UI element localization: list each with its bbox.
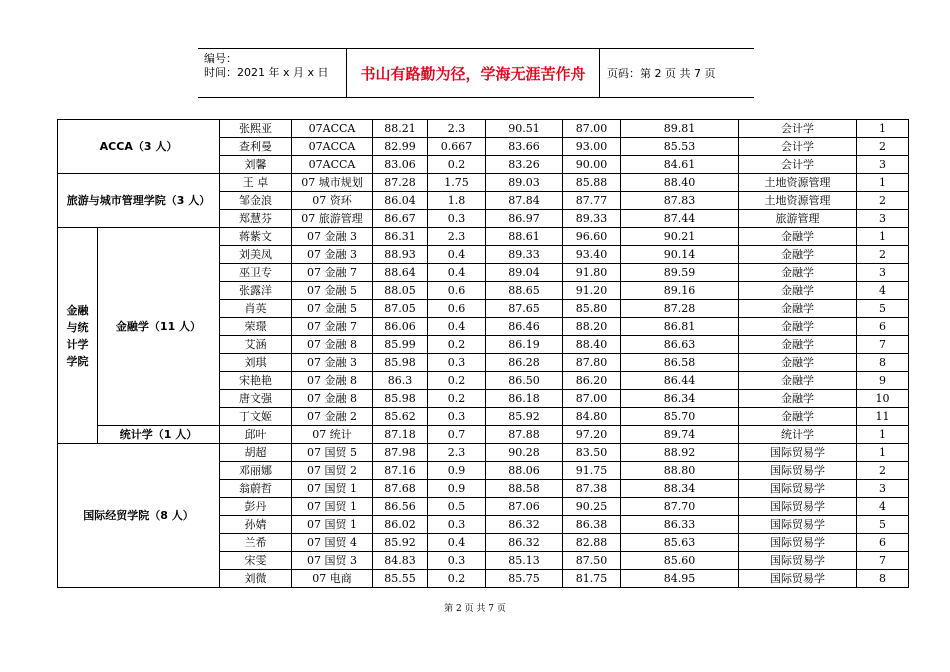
table-cell: 07 金融 3 — [292, 354, 373, 372]
table-cell: 国际贸易学 — [739, 552, 857, 570]
table-cell: 邹金浪 — [220, 192, 292, 210]
table-cell: 86.18 — [486, 390, 563, 408]
table-cell: 07 金融 3 — [292, 228, 373, 246]
table-cell: 87.50 — [563, 552, 621, 570]
table-cell: 0.2 — [428, 372, 486, 390]
table-cell: 07 国贸 4 — [292, 534, 373, 552]
table-cell: 85.75 — [486, 570, 563, 588]
table-cell: 86.3 — [373, 372, 428, 390]
table-cell: 85.55 — [373, 570, 428, 588]
table-cell: 07 国贸 1 — [292, 480, 373, 498]
table-cell: 0.4 — [428, 246, 486, 264]
table-cell: 90.00 — [563, 156, 621, 174]
table-cell: 肖英 — [220, 300, 292, 318]
table-cell: 85.98 — [373, 354, 428, 372]
table-cell: 0.3 — [428, 354, 486, 372]
table-cell: 90.14 — [621, 246, 739, 264]
table-cell: 89.33 — [486, 246, 563, 264]
page-header — [198, 48, 754, 98]
table-cell: 07 国贸 5 — [292, 444, 373, 462]
table-cell: 1 — [857, 120, 909, 138]
table-cell: 5 — [857, 300, 909, 318]
table-cell: 86.58 — [621, 354, 739, 372]
table-cell: 3 — [857, 156, 909, 174]
table-cell: 87.83 — [621, 192, 739, 210]
table-cell: 07 国贸 2 — [292, 462, 373, 480]
table-cell: 07 资环 — [292, 192, 373, 210]
table-cell: 91.75 — [563, 462, 621, 480]
table-cell: 07ACCA — [292, 138, 373, 156]
table-cell: 0.5 — [428, 498, 486, 516]
table-cell: 4 — [857, 282, 909, 300]
table-cell: 88.06 — [486, 462, 563, 480]
table-cell: 93.00 — [563, 138, 621, 156]
table-cell: 金融学 — [739, 408, 857, 426]
table-cell: 9 — [857, 372, 909, 390]
table-cell: 86.02 — [373, 516, 428, 534]
table-cell: 巫卫专 — [220, 264, 292, 282]
table-cell: 金融学 — [739, 372, 857, 390]
table-cell: 87.28 — [373, 174, 428, 192]
table-cell: 10 — [857, 390, 909, 408]
table-cell: 6 — [857, 534, 909, 552]
table-cell: 唐文强 — [220, 390, 292, 408]
table-cell: 86.04 — [373, 192, 428, 210]
table-cell: 土地资源管理 — [739, 192, 857, 210]
table-cell: 86.81 — [621, 318, 739, 336]
table-cell: 1 — [857, 174, 909, 192]
table-cell: 会计学 — [739, 156, 857, 174]
table-cell: 07 城市规划 — [292, 174, 373, 192]
table-cell: 91.80 — [563, 264, 621, 282]
table-cell: 07ACCA — [292, 156, 373, 174]
table-cell: 85.88 — [563, 174, 621, 192]
table-cell: 84.61 — [621, 156, 739, 174]
table-cell: 07 电商 — [292, 570, 373, 588]
table-cell: 2.3 — [428, 120, 486, 138]
table-cell: 84.83 — [373, 552, 428, 570]
table-cell: 11 — [857, 408, 909, 426]
table-cell: 88.40 — [621, 174, 739, 192]
table-cell: 85.80 — [563, 300, 621, 318]
table-cell: 会计学 — [739, 120, 857, 138]
table-cell: 郑慧芬 — [220, 210, 292, 228]
table-cell: 85.53 — [621, 138, 739, 156]
table-cell: 4 — [857, 498, 909, 516]
table-cell: 87.84 — [486, 192, 563, 210]
table-cell: 88.40 — [563, 336, 621, 354]
table-cell: 0.2 — [428, 570, 486, 588]
table-cell: 金融学 — [739, 318, 857, 336]
table-cell: 金融学 — [739, 354, 857, 372]
table-cell: 89.16 — [621, 282, 739, 300]
table-row — [58, 120, 909, 138]
table-cell: 2 — [857, 462, 909, 480]
table-cell: 86.32 — [486, 534, 563, 552]
table-cell: 翁蔚哲 — [220, 480, 292, 498]
table-cell: 86.34 — [621, 390, 739, 408]
table-cell: 统计学 — [739, 426, 857, 444]
table-cell: 金融学 — [739, 336, 857, 354]
table-row — [58, 444, 909, 462]
table-cell: 83.50 — [563, 444, 621, 462]
table-cell: 国际贸易学 — [739, 444, 857, 462]
table-cell: 87.18 — [373, 426, 428, 444]
table-cell: 87.77 — [563, 192, 621, 210]
page-footer: 第 2 页 共 7 页 — [444, 604, 506, 614]
table-cell: 1 — [857, 444, 909, 462]
table-cell: 0.2 — [428, 336, 486, 354]
table-cell: 86.33 — [621, 516, 739, 534]
table-cell: 87.98 — [373, 444, 428, 462]
table-cell: 87.05 — [373, 300, 428, 318]
table-cell: 胡超 — [220, 444, 292, 462]
table-cell: 85.60 — [621, 552, 739, 570]
table-cell: 85.13 — [486, 552, 563, 570]
table-cell: 86.44 — [621, 372, 739, 390]
table-cell: 荣璟 — [220, 318, 292, 336]
table-cell: 91.20 — [563, 282, 621, 300]
table-cell: 87.16 — [373, 462, 428, 480]
table-cell: 87.65 — [486, 300, 563, 318]
table-cell: 蒋紫文 — [220, 228, 292, 246]
table-cell: 90.28 — [486, 444, 563, 462]
table-cell: 07 金融 8 — [292, 336, 373, 354]
table-cell: 85.63 — [621, 534, 739, 552]
table-cell: 0.4 — [428, 318, 486, 336]
table-cell: 07 金融 5 — [292, 282, 373, 300]
table-cell: 国际贸易学 — [739, 462, 857, 480]
table-cell: 90.21 — [621, 228, 739, 246]
table-row — [58, 228, 909, 246]
table-cell: 07 金融 5 — [292, 300, 373, 318]
table-cell: 83.26 — [486, 156, 563, 174]
table-cell: 2 — [857, 138, 909, 156]
table-cell: 82.88 — [563, 534, 621, 552]
table-cell: 07 金融 8 — [292, 372, 373, 390]
table-cell: 85.99 — [373, 336, 428, 354]
table-cell: 86.97 — [486, 210, 563, 228]
table-cell: 88.65 — [486, 282, 563, 300]
table-cell: 85.70 — [621, 408, 739, 426]
table-cell: 0.667 — [428, 138, 486, 156]
table-cell: 邓丽娜 — [220, 462, 292, 480]
table-cell: 07 金融 8 — [292, 390, 373, 408]
table-cell: 金融学 — [739, 246, 857, 264]
group-finance-school-label: 金融与统计学学院 — [66, 303, 89, 368]
table-cell: 2 — [857, 246, 909, 264]
table-cell: 07 金融 7 — [292, 264, 373, 282]
table-row — [58, 174, 909, 192]
table-cell: 88.34 — [621, 480, 739, 498]
table-cell: 07 金融 3 — [292, 246, 373, 264]
table-cell: 刘馨 — [220, 156, 292, 174]
table-cell: 旅游管理 — [739, 210, 857, 228]
table-cell: 81.75 — [563, 570, 621, 588]
table-cell: 土地资源管理 — [739, 174, 857, 192]
table-cell: 国际贸易学 — [739, 498, 857, 516]
table-cell: 1 — [857, 426, 909, 444]
table-cell: 查利曼 — [220, 138, 292, 156]
table-cell: 90.25 — [563, 498, 621, 516]
table-cell: 0.4 — [428, 264, 486, 282]
table-cell: 07 国贸 3 — [292, 552, 373, 570]
table-cell: 87.00 — [563, 390, 621, 408]
table-cell: 张熙亚 — [220, 120, 292, 138]
table-cell: 87.00 — [563, 120, 621, 138]
table-cell: 0.6 — [428, 300, 486, 318]
table-cell: 6 — [857, 318, 909, 336]
table-cell: 兰希 — [220, 534, 292, 552]
group-tourism: 旅游与城市管理学院（3 人） — [58, 174, 220, 228]
table-cell: 84.95 — [621, 570, 739, 588]
table-cell: 0.2 — [428, 156, 486, 174]
table-cell: 86.19 — [486, 336, 563, 354]
table-cell: 89.81 — [621, 120, 739, 138]
table-cell: 8 — [857, 354, 909, 372]
table-cell: 07 国贸 1 — [292, 516, 373, 534]
score-table — [57, 119, 909, 588]
table-cell: 85.92 — [486, 408, 563, 426]
table-cell: 86.67 — [373, 210, 428, 228]
table-cell: 86.32 — [486, 516, 563, 534]
table-cell: 89.59 — [621, 264, 739, 282]
table-cell: 2.3 — [428, 444, 486, 462]
table-cell: 89.04 — [486, 264, 563, 282]
table-cell: 07 金融 7 — [292, 318, 373, 336]
motto: 书山有路勤为径，学海无涯苦作舟 — [347, 49, 600, 97]
table-cell: 84.80 — [563, 408, 621, 426]
table-cell: 丁文姬 — [220, 408, 292, 426]
table-cell: 会计学 — [739, 138, 857, 156]
table-cell: 85.98 — [373, 390, 428, 408]
group-statistics: 统计学（1 人） — [98, 426, 220, 444]
table-cell: 86.28 — [486, 354, 563, 372]
table-cell: 85.92 — [373, 534, 428, 552]
table-cell: 88.21 — [373, 120, 428, 138]
table-cell: 82.99 — [373, 138, 428, 156]
table-cell: 金融学 — [739, 300, 857, 318]
table-cell: 3 — [857, 264, 909, 282]
table-cell: 邱叶 — [220, 426, 292, 444]
table-cell: 86.38 — [563, 516, 621, 534]
table-cell: 王 卓 — [220, 174, 292, 192]
table-cell: 88.92 — [621, 444, 739, 462]
table-cell: 0.3 — [428, 552, 486, 570]
number-label: 编号： — [204, 52, 237, 65]
table-cell: 国际贸易学 — [739, 480, 857, 498]
table-cell: 89.74 — [621, 426, 739, 444]
table-cell: 07 旅游管理 — [292, 210, 373, 228]
table-cell: 0.3 — [428, 210, 486, 228]
table-cell: 3 — [857, 480, 909, 498]
group-finance: 金融学（11 人） — [98, 228, 220, 426]
table-cell: 86.20 — [563, 372, 621, 390]
table-cell: 85.62 — [373, 408, 428, 426]
table-cell: 7 — [857, 552, 909, 570]
table-cell: 07 国贸 1 — [292, 498, 373, 516]
table-cell: 0.9 — [428, 480, 486, 498]
table-cell: 宋艳艳 — [220, 372, 292, 390]
table-cell: 金融学 — [739, 264, 857, 282]
table-cell: 87.44 — [621, 210, 739, 228]
table-cell: 国际贸易学 — [739, 534, 857, 552]
table-cell: 艾涵 — [220, 336, 292, 354]
table-cell: 88.61 — [486, 228, 563, 246]
table-cell: 87.70 — [621, 498, 739, 516]
table-cell: 96.60 — [563, 228, 621, 246]
table-cell: 88.80 — [621, 462, 739, 480]
table-cell: 0.6 — [428, 282, 486, 300]
table-cell: 金融学 — [739, 228, 857, 246]
table-cell: 83.66 — [486, 138, 563, 156]
table-cell: 93.40 — [563, 246, 621, 264]
table-cell: 1.8 — [428, 192, 486, 210]
table-cell: 2.3 — [428, 228, 486, 246]
table-cell: 金融学 — [739, 390, 857, 408]
table-row — [58, 426, 909, 444]
group-trade: 国际经贸学院（8 人） — [58, 444, 220, 588]
table-cell: 0.3 — [428, 516, 486, 534]
table-cell: 彭丹 — [220, 498, 292, 516]
table-cell: 88.93 — [373, 246, 428, 264]
header-meta — [198, 49, 347, 97]
table-cell: 88.64 — [373, 264, 428, 282]
table-cell: 国际贸易学 — [739, 516, 857, 534]
table-cell: 0.9 — [428, 462, 486, 480]
table-cell: 86.63 — [621, 336, 739, 354]
table-cell: 0.2 — [428, 390, 486, 408]
table-cell: 金融学 — [739, 282, 857, 300]
table-cell: 刘美凤 — [220, 246, 292, 264]
table-cell: 刘微 — [220, 570, 292, 588]
table-body — [58, 120, 909, 588]
table-cell: 刘琪 — [220, 354, 292, 372]
table-cell: 0.7 — [428, 426, 486, 444]
table-cell: 86.56 — [373, 498, 428, 516]
table-cell: 8 — [857, 570, 909, 588]
group-acca: ACCA（3 人） — [58, 120, 220, 174]
table-cell: 7 — [857, 336, 909, 354]
page-label: 页码：第 2 页 共 7 页 — [607, 67, 716, 80]
table-cell: 86.06 — [373, 318, 428, 336]
table-cell: 07 统计 — [292, 426, 373, 444]
time-label: 时间：2021 年 x 月 x 日 — [204, 66, 329, 79]
table-cell: 3 — [857, 210, 909, 228]
table-cell: 张露洋 — [220, 282, 292, 300]
table-cell: 88.20 — [563, 318, 621, 336]
table-cell: 0.3 — [428, 408, 486, 426]
table-cell: 87.28 — [621, 300, 739, 318]
table-cell: 89.03 — [486, 174, 563, 192]
table-cell: 86.31 — [373, 228, 428, 246]
table-cell: 07ACCA — [292, 120, 373, 138]
table-cell: 0.4 — [428, 534, 486, 552]
table-cell: 宋雯 — [220, 552, 292, 570]
table-cell: 1.75 — [428, 174, 486, 192]
table-cell: 87.80 — [563, 354, 621, 372]
table-cell: 88.58 — [486, 480, 563, 498]
table-cell: 87.88 — [486, 426, 563, 444]
table-cell: 1 — [857, 228, 909, 246]
table-cell: 90.51 — [486, 120, 563, 138]
table-cell: 88.05 — [373, 282, 428, 300]
table-cell: 97.20 — [563, 426, 621, 444]
table-cell: 5 — [857, 516, 909, 534]
group-finance-school — [58, 228, 98, 444]
table-cell: 87.38 — [563, 480, 621, 498]
table-cell: 86.50 — [486, 372, 563, 390]
table-cell: 国际贸易学 — [739, 570, 857, 588]
table-cell: 孙婧 — [220, 516, 292, 534]
table-cell: 83.06 — [373, 156, 428, 174]
table-cell: 86.46 — [486, 318, 563, 336]
table-cell: 87.68 — [373, 480, 428, 498]
table-cell: 2 — [857, 192, 909, 210]
table-cell: 89.33 — [563, 210, 621, 228]
table-cell: 87.06 — [486, 498, 563, 516]
table-cell: 07 金融 2 — [292, 408, 373, 426]
